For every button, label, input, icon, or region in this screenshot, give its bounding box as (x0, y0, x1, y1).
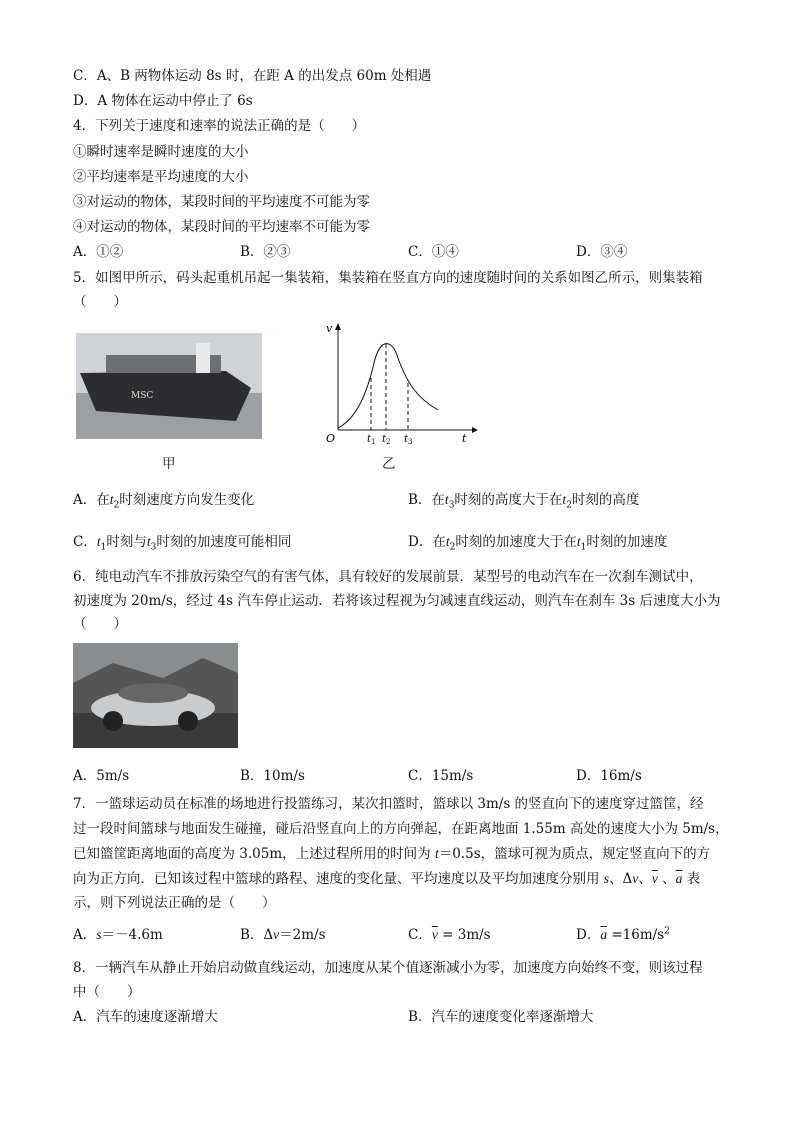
q5-option-d: D．在$t_2$时刻的加速度大于在$t_1$时刻的加速度 (408, 534, 668, 553)
q4-item: ④对运动的物体，某段时间的平均速率不可能为零 (73, 219, 370, 235)
q8-stem-line2: 中（ ） (73, 984, 141, 1000)
ship-photo (76, 333, 262, 439)
q5-option-a: A．在$t_2$时刻速度方向发生变化 (73, 492, 255, 511)
q4-stem: 4．下列关于速度和速率的说法正确的是（ ） (73, 118, 366, 134)
figure-b-label: 乙 (382, 456, 396, 472)
q8-option-b: B．汽车的速度变化率逐渐增大 (408, 1009, 594, 1025)
q7-stem-line4: 向为正方向．已知该过程中篮球的路程、速度的变化量、平均速度以及平均加速度分别用 s、Δv、$\overline{v}$ 、$\overline{a}$ 表 (73, 871, 701, 887)
q6-stem-line2: 初速度为 20m/s，经过 4s 汽车停止运动．若将该过程视为匀减速直线运动，则汽车在刹车 3s 后速度大小为 (73, 593, 721, 609)
axis-t-label: t (462, 432, 467, 445)
q8-option-a: A．汽车的速度逐渐增大 (73, 1009, 218, 1025)
q6-option-c: C．15m/s (408, 768, 474, 784)
q6-stem-line1: 6．纯电动汽车不排放污染空气的有害气体，具有较好的发展前景．某型号的电动汽车在一次刹车测试中， (73, 569, 703, 585)
q5-option-b: B．在$t_3$时刻的高度大于在$t_2$时刻的高度 (408, 492, 640, 511)
q7-stem-line1: 7．一篮球运动员在标准的场地进行投篮练习，某次扣篮时，篮球以 3m/s 的竖直向下的速度穿过篮筐，经 (73, 796, 704, 812)
origin-label: O (326, 432, 336, 445)
q4-option-b: B．②③ (240, 244, 291, 260)
t3-label: t (404, 434, 409, 445)
velocity-time-graph (312, 318, 482, 448)
q4-option-d: D．③④ (576, 244, 628, 260)
q5-option-c: C．$t_1$时刻与$t_3$时刻的加速度可能相同 (73, 534, 292, 553)
t1-sub: 1 (371, 438, 376, 446)
car-photo (73, 643, 238, 748)
q3-option-c: C．A、B 两物体运动 8s 时，在距 A 的出发点 60m 处相遇 (73, 68, 432, 84)
q7-stem-line2: 过一段时间篮球与地面发生碰撞，碰后沿竖直向上的方向弹起，在距离地面 1.55m 高处的速度大小为 5m/s， (73, 821, 729, 837)
q8-stem-line1: 8．一辆汽车从静止开始启动做直线运动，加速度从某个值逐渐减小为零，加速度方向始终不变，则该过程 (73, 960, 703, 976)
q4-item: ②平均速率是平均速度的大小 (73, 169, 249, 185)
q6-option-a: A．5m/s (73, 768, 130, 784)
q7-option-a: A．s＝－4.6m (73, 927, 163, 943)
q3-option-d: D．A 物体在运动中停止了 6s (73, 93, 253, 109)
q4-item: ①瞬时速率是瞬时速度的大小 (73, 144, 249, 160)
t2-sub: 2 (386, 438, 391, 446)
figure-a-label: 甲 (162, 456, 176, 472)
q4-option-a: A．①② (73, 244, 124, 260)
q6-option-b: B．10m/s (240, 768, 305, 784)
q7-option-d: D．$\overline{a} =16m/s^2$ (576, 926, 670, 943)
q5-stem: 5．如图甲所示，码头起重机吊起一集装箱，集装箱在竖直方向的速度随时间的关系如图乙所示，则集装箱 (73, 270, 703, 286)
q6-option-d: D．16m/s (576, 768, 642, 784)
q7-option-c: C．$\overline{v} = 3m/s$ (408, 927, 491, 943)
q4-option-c: C．①④ (408, 244, 459, 260)
q6-paren: （ ） (73, 616, 127, 632)
axis-v-label: v (326, 322, 333, 335)
q7-option-b: B．Δv＝2m/s (240, 927, 326, 943)
q7-stem-line5: 示，则下列说法正确的是（ ） (73, 895, 276, 911)
q7-stem-line3: 已知篮筐距离地面的高度为 3.05m，上述过程所用的时间为 t＝0.5s，篮球可视为质点，规定竖直向下的方 (73, 846, 711, 862)
t1-label: t (367, 434, 372, 445)
q4-item: ③对运动的物体，某段时间的平均速度不可能为零 (73, 194, 370, 210)
ship-text: MSC (131, 391, 154, 401)
q5-paren: （ ） (73, 294, 127, 310)
t2-label: t (382, 434, 387, 445)
t3-sub: 3 (408, 438, 413, 446)
